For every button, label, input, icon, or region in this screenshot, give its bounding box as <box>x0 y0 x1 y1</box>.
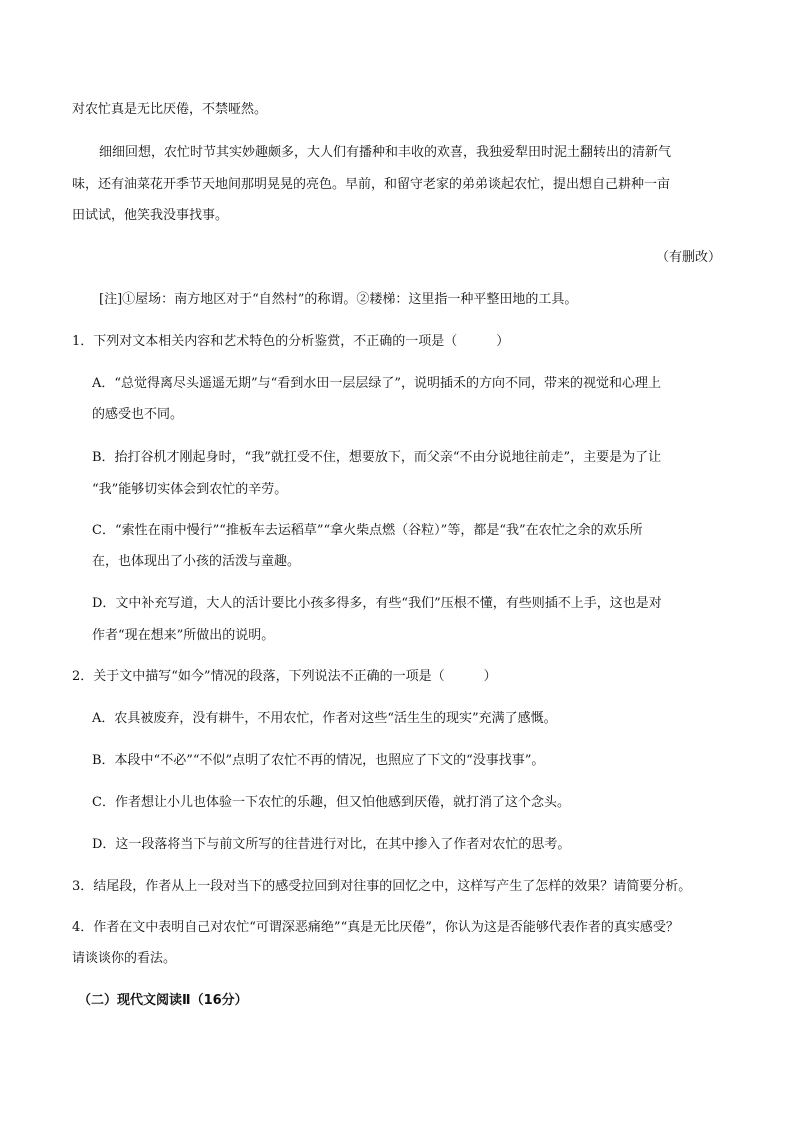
question-1-option-d: D．文中补充写道，大人的活计要比小孩多得多，有些“我们”压根不懂，有些则插不上手，这也是对 <box>92 596 662 611</box>
passage-line: 对农忙真是无比厌倦，不禁哑然。 <box>72 102 268 117</box>
source-note: （有删改） <box>656 250 722 265</box>
question-1-option-c: C．“索性在雨中慢行”“推板车去运稻草”“拿火柴点燃（谷粒）”等，都是“我”在农忙之余的欢乐所 <box>92 523 643 538</box>
question-2-option-d: D．这一段落将当下与前文所写的往昔进行对比，在其中掺入了作者对农忙的思考。 <box>92 837 571 852</box>
question-4-cont: 请谈谈你的看法。 <box>72 951 177 966</box>
question-1-option-d-cont: 作者“现在想来”所做出的说明。 <box>92 628 275 643</box>
question-4: 4．作者在文中表明自己对农忙“可谓深恶痛绝”“真是无比厌倦”，你认为这是否能够代表作者的真实感受？ <box>72 920 679 935</box>
annotation-note: [注]①屋场：南方地区对于“自然村”的称谓。②耧梯：这里指一种平整田地的工具。 <box>99 292 578 307</box>
question-1-option-a-cont: 的感受也不同。 <box>92 407 184 422</box>
question-2-option-b: B．本段中“不必”“不似”点明了农忙不再的情况，也照应了下文的“没事找事”。 <box>92 753 545 768</box>
question-2-option-a: A．农具被废弃，没有耕牛，不用农忙，作者对这些“活生生的现实”充满了感慨。 <box>92 711 557 726</box>
question-1-option-a: A．“总觉得离尽头遥遥无期”与“看到水田一层层绿了”，说明插禾的方向不同，带来的视觉和心理上 <box>92 376 661 391</box>
passage-line: 田试试，他笑我没事找事。 <box>72 208 229 223</box>
question-1-option-c-cont: 在，也体现出了小孩的活泼与童趣。 <box>92 554 301 569</box>
question-1-option-b-cont: “我”能够切实体会到农忙的辛劳。 <box>92 482 288 497</box>
section-heading: （二）现代文阅读Ⅱ（16分） <box>78 993 248 1008</box>
question-3: 3．结尾段，作者从上一段对当下的感受拉回到对往事的回忆之中，这样写产生了怎样的效果？请简要分析。 <box>72 879 692 894</box>
question-2-option-c: C．作者想让小儿也体验一下农忙的乐趣，但又怕他感到厌倦，就打消了这个念头。 <box>92 795 570 810</box>
passage-line: 细细回想，农忙时节其实妙趣颇多，大人们有播种和丰收的欢喜，我独爱犁田时泥土翻转出的清新气 <box>99 145 672 160</box>
question-1-option-b: B．抬打谷机才刚起身时，“我”就扛受不住，想要放下，而父亲“不由分说地往前走”，主要是为了让 <box>92 450 662 465</box>
passage-line: 味，还有油菜花开季节天地间那明晃晃的亮色。早前，和留守老家的弟弟谈起农忙，提出想自己耕种一亩 <box>72 177 671 192</box>
question-2-stem: 2．关于文中描写“如今”情况的段落，下列说法不正确的一项是（ ） <box>72 669 497 684</box>
question-1-stem: 1．下列对文本相关内容和艺术特色的分析鉴赏，不正确的一项是（ ） <box>72 334 510 349</box>
